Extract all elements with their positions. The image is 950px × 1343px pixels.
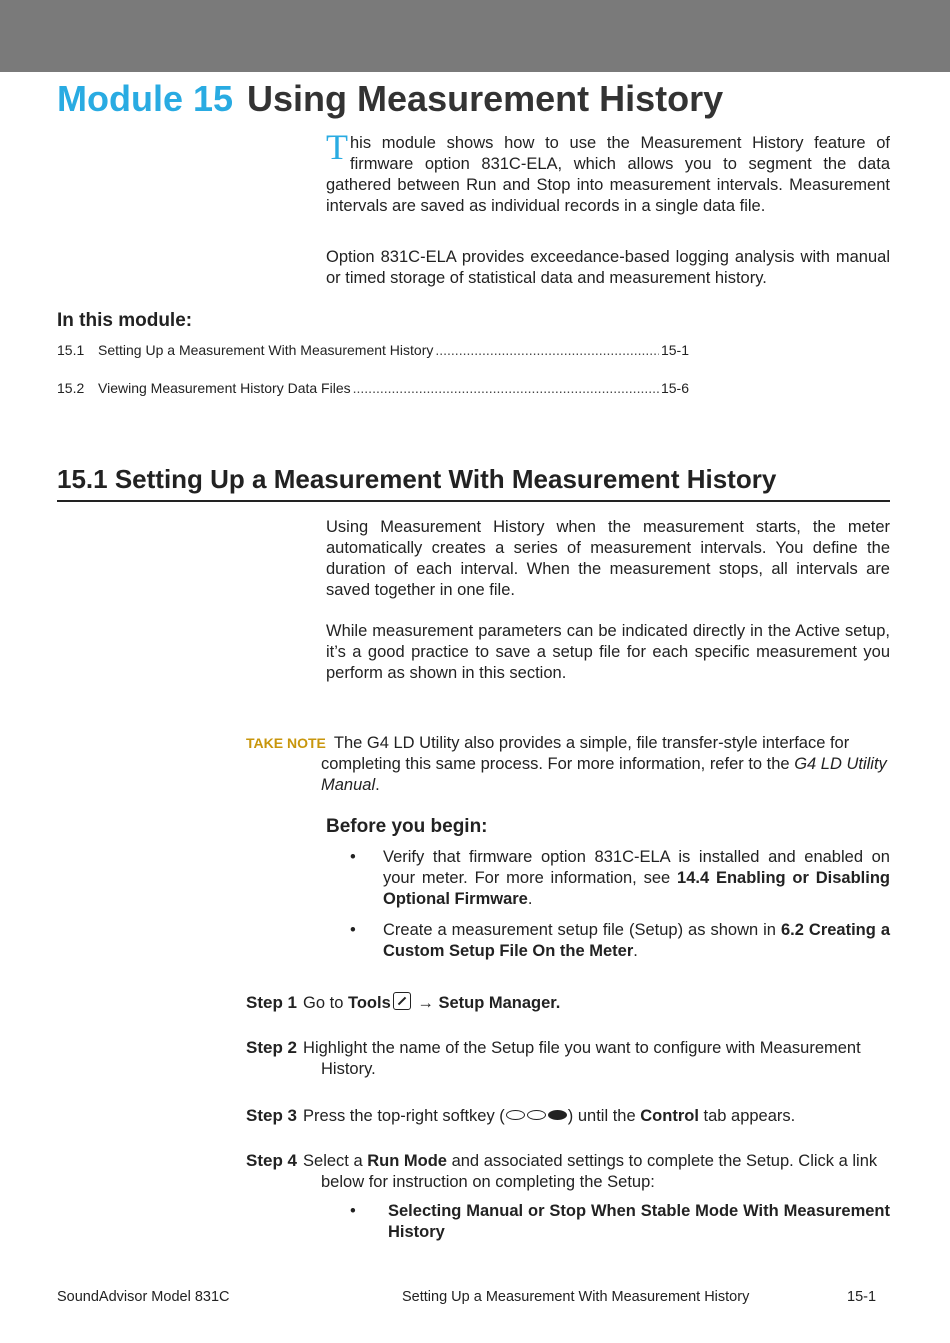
list-item: [350, 1201, 890, 1243]
step-4-links: [350, 1201, 890, 1253]
step-4-mode: Run Mode: [367, 1152, 447, 1170]
intro-text-1: his module shows how to use the Measurement History feature of firmware option 831C-ELA, which allows you to segment the data gathered between Run and Stop into measurement intervals. Measurement intervals are saved as individual records in a single data file.: [326, 134, 890, 215]
step-label: Step 1: [246, 993, 298, 1012]
bullet-symbol: •: [350, 921, 356, 939]
list-item-text: [383, 920, 890, 962]
step-4-text-b: below for instruction on completing the Setup:: [321, 1173, 655, 1191]
bullet-2-end: .: [633, 942, 638, 960]
take-note-continuation: [246, 754, 890, 796]
step-2: [246, 1037, 890, 1080]
step-label: Step 2: [246, 1038, 298, 1057]
step-3: [246, 1105, 890, 1127]
intro-paragraph-2: Option 831C-ELA provides exceedance-based logging analysis with manual or timed storage of statistical data and measurement history.: [326, 248, 890, 287]
bullet-2-text: Create a measurement setup file (Setup) as shown in: [383, 921, 781, 939]
list-item-text: [383, 847, 890, 910]
toc-title: Viewing Measurement History Data Files: [98, 380, 351, 396]
list-item: [350, 920, 890, 962]
toc-leader: [353, 380, 659, 396]
step-3-tab: Control: [640, 1107, 699, 1125]
section-paragraph-2: While measurement parameters can be indicated directly in the Active setup, it’s a good practice to save a setup file for each specific measurement you perform as shown in this section.: [326, 622, 890, 682]
take-note: [246, 733, 890, 796]
toc-title: Setting Up a Measurement With Measurement History: [98, 342, 434, 358]
list-item: [350, 847, 890, 910]
wrench-icon: [393, 992, 411, 1010]
step-4-link[interactable]: Selecting Manual or Stop When Stable Mode With Measurement History: [388, 1202, 890, 1241]
toc-item-15-2[interactable]: [57, 380, 689, 396]
take-note-label: TAKE NOTE: [246, 735, 326, 751]
step-3-pre: Press the top-right softkey (: [303, 1107, 505, 1125]
take-note-reference[interactable]: G4 LD Utility Manual: [321, 755, 887, 794]
intro-paragraph-1: [326, 127, 890, 217]
step-2-text-b: History.: [321, 1060, 376, 1078]
step-4-text-a: and associated settings to complete the Setup. Click a link: [447, 1152, 878, 1170]
section-title: 15.1 Setting Up a Measurement With Measurement History: [57, 464, 890, 502]
bullet-1-link[interactable]: 14.4 Enabling or Disabling Optional Firmware: [383, 869, 891, 908]
top-banner: [0, 0, 950, 72]
toc-number: 15.2: [57, 380, 85, 396]
bullet-symbol: •: [350, 848, 356, 866]
take-note-text-a: The G4 LD Utility also provides a simple, file transfer-style interface for: [333, 734, 850, 752]
bullet-1-end: .: [527, 890, 533, 908]
step-2-text-a: Highlight the name of the Setup file you want to configure with Measurement: [303, 1039, 861, 1057]
module-name: Using Measurement History: [247, 78, 724, 119]
step-4-pre: Select a: [303, 1152, 368, 1170]
step-1-arrow: →: [412, 994, 439, 1012]
module-title: [57, 78, 723, 120]
footer-left: SoundAdvisor Model 831C: [57, 1289, 230, 1305]
footer-center: Setting Up a Measurement With Measurement History: [402, 1289, 750, 1305]
toc-leader: [435, 342, 659, 358]
section-paragraph-1: Using Measurement History when the measurement starts, the meter automatically creates a series of measurement intervals. You define the duration of each interval. When the measurement stops, all intervals are saved together in one file.: [326, 518, 890, 599]
take-note-text-b: completing this same process. For more information, refer to the: [321, 755, 795, 773]
before-heading: Before you begin:: [326, 816, 488, 837]
bullet-1-text: Verify that firmware option 831C-ELA is installed and enabled on your meter. For more information, see: [383, 848, 890, 887]
module-number: Module 15: [57, 78, 234, 119]
softkey-selected-icon: [548, 1110, 567, 1120]
step-3-mid: ) until the: [567, 1107, 641, 1125]
softkey-icon: [506, 1110, 525, 1120]
bullet-symbol: •: [350, 1202, 356, 1220]
softkey-icon: [527, 1110, 546, 1120]
step-label: Step 4: [246, 1151, 298, 1170]
step-1-pre: Go to: [303, 994, 348, 1012]
step-label: Step 3: [246, 1106, 298, 1125]
bullet-2-link[interactable]: 6.2 Creating a Custom Setup File On the Meter: [383, 921, 890, 960]
toc-page: 15-1: [660, 342, 689, 358]
footer-page-number: 15-1: [847, 1289, 877, 1305]
toc-number: 15.1: [57, 342, 85, 358]
step-3-end: tab appears.: [698, 1107, 796, 1125]
take-note-end: .: [375, 776, 380, 794]
step-1-target: Setup Manager.: [438, 994, 561, 1012]
toc-heading: In this module:: [57, 310, 193, 331]
step-1: [246, 992, 890, 1014]
step-1-tools: Tools: [347, 994, 391, 1012]
toc-page: 15-6: [660, 380, 689, 396]
before-list: [350, 847, 890, 972]
drop-cap: T: [326, 127, 348, 167]
step-4: [246, 1150, 890, 1193]
toc-item-15-1[interactable]: [57, 342, 689, 358]
